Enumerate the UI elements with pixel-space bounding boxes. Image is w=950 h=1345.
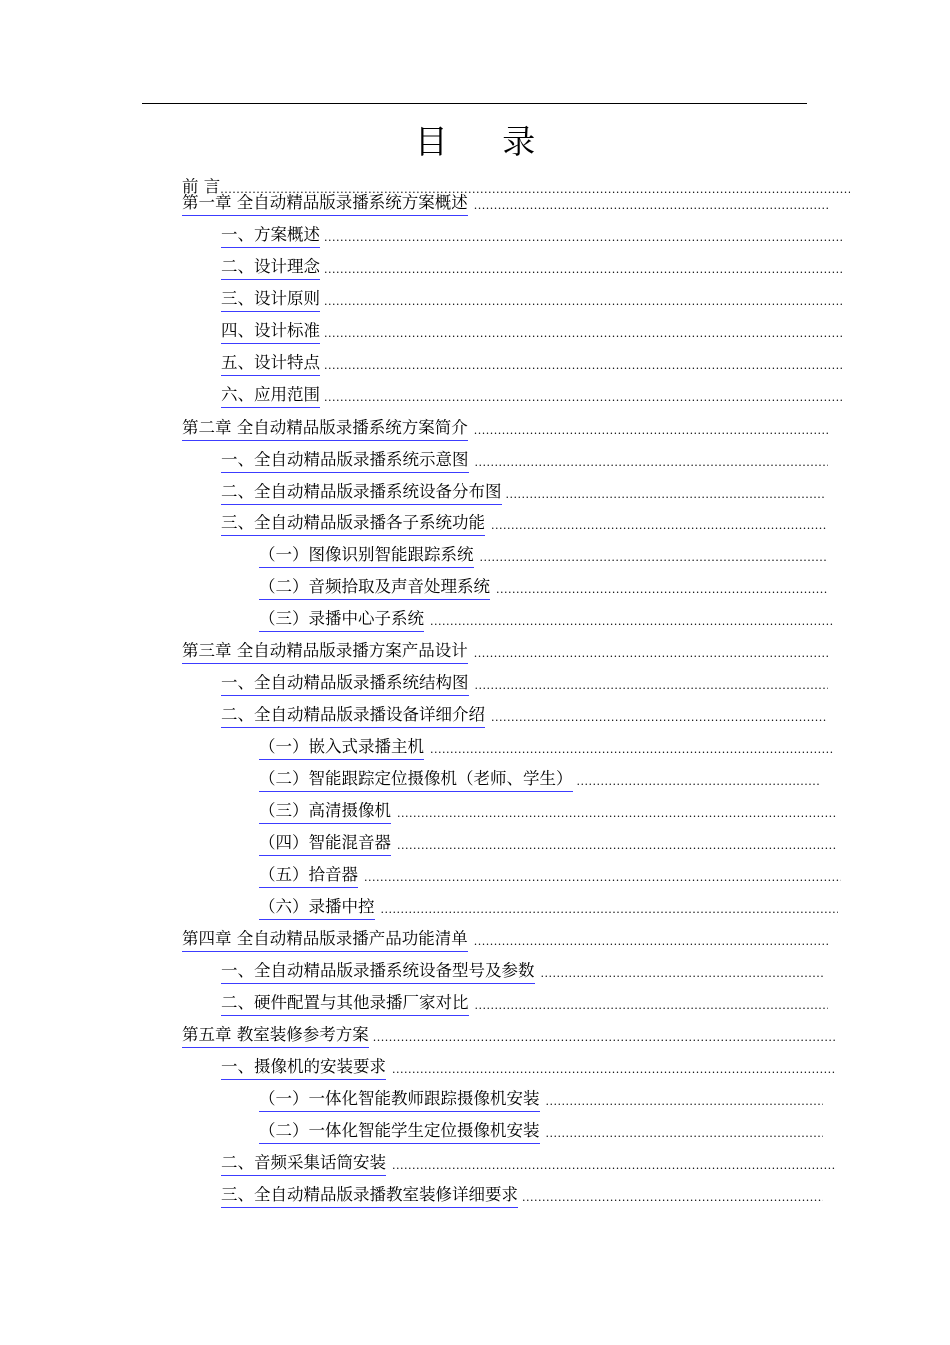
- toc-entry-label[interactable]: 三、全自动精品版录播各子系统功能: [221, 512, 485, 536]
- toc-entry[interactable]: [221, 700, 827, 728]
- toc-entry-label[interactable]: 五、设计特点: [221, 352, 320, 376]
- dot-leader: [480, 551, 829, 568]
- toc-entry-label: 前 言: [182, 177, 221, 196]
- toc-entry[interactable]: [259, 540, 828, 568]
- toc-entry-label[interactable]: 一、全自动精品版录播系统设备型号及参数: [221, 960, 535, 984]
- toc-entry[interactable]: [259, 892, 838, 920]
- toc-entry-label[interactable]: （一）图像识别智能跟踪系统: [259, 544, 474, 568]
- dot-leader: [546, 1095, 824, 1112]
- dot-leader: [474, 199, 828, 216]
- dot-leader: [474, 424, 828, 441]
- toc-entry-label[interactable]: 三、设计原则: [221, 288, 320, 312]
- toc-entry[interactable]: [259, 1116, 823, 1144]
- toc-entry[interactable]: [259, 860, 841, 888]
- dot-leader: [546, 1127, 824, 1144]
- dot-leader: [364, 871, 841, 888]
- toc-entry-label[interactable]: 二、设计理念: [221, 256, 320, 280]
- toc-entry-label[interactable]: （三）录播中心子系统: [259, 608, 424, 632]
- dot-leader: [324, 231, 842, 248]
- dot-leader: [392, 1063, 836, 1080]
- dot-leader: [522, 1191, 823, 1208]
- toc-entry-label[interactable]: 第五章 教室装修参考方案: [182, 1024, 369, 1048]
- toc-entry[interactable]: [259, 764, 819, 792]
- toc-entry[interactable]: [221, 1180, 823, 1208]
- dot-leader: [491, 519, 827, 536]
- toc-entry[interactable]: [259, 572, 827, 600]
- toc-entry-label[interactable]: 一、全自动精品版录播系统示意图: [221, 449, 469, 473]
- toc-entry-label[interactable]: 第二章 全自动精品版录播系统方案简介: [182, 417, 468, 441]
- toc-entry-label[interactable]: 二、音频采集话筒安装: [221, 1152, 386, 1176]
- toc-entry-label[interactable]: 一、摄像机的安装要求: [221, 1056, 386, 1080]
- dot-leader: [397, 839, 836, 856]
- dot-leader: [506, 488, 827, 505]
- toc-entry[interactable]: [182, 924, 828, 952]
- dot-leader: [475, 456, 829, 473]
- toc-entry-label[interactable]: （一）嵌入式录播主机: [259, 736, 424, 760]
- toc-entry[interactable]: [221, 445, 828, 473]
- toc-entry[interactable]: [221, 252, 842, 280]
- dot-leader: [381, 903, 839, 920]
- toc-entry-label[interactable]: （四）智能混音器: [259, 832, 391, 856]
- toc-entry-label[interactable]: （二）音频拾取及声音处理系统: [259, 576, 490, 600]
- toc-entry[interactable]: [221, 988, 828, 1016]
- dot-leader: [475, 999, 829, 1016]
- dot-leader: [324, 359, 842, 376]
- toc-entry-label[interactable]: 四、设计标准: [221, 320, 320, 344]
- dot-leader: [324, 295, 842, 312]
- toc-entry[interactable]: [221, 1148, 836, 1176]
- toc-entry-label[interactable]: 一、方案概述: [221, 224, 320, 248]
- dot-leader: [474, 935, 828, 952]
- toc-entry[interactable]: [221, 1052, 836, 1080]
- dot-leader: [491, 711, 827, 728]
- header-rule: [142, 103, 807, 104]
- toc-entry[interactable]: [259, 828, 836, 856]
- toc-entry[interactable]: [221, 956, 823, 984]
- toc-entry-label[interactable]: （三）高清摄像机: [259, 800, 391, 824]
- toc-entry[interactable]: [221, 348, 842, 376]
- toc-entry[interactable]: [221, 508, 827, 536]
- dot-leader: [392, 1159, 836, 1176]
- toc-entry-label[interactable]: 一、全自动精品版录播系统结构图: [221, 672, 469, 696]
- toc-entry-label[interactable]: 六、应用范围: [221, 384, 320, 408]
- toc-entry[interactable]: [221, 316, 842, 344]
- toc-entry-label[interactable]: （六）录播中控: [259, 896, 375, 920]
- dot-leader: [541, 967, 824, 984]
- dot-leader: [474, 647, 828, 664]
- dot-leader: [373, 1031, 836, 1048]
- toc-entry-label[interactable]: （二）智能跟踪定位摄像机（老师、学生）: [259, 768, 573, 792]
- toc-entry[interactable]: [221, 380, 842, 408]
- toc-entry-label[interactable]: 二、硬件配置与其他录播厂家对比: [221, 992, 469, 1016]
- toc-entry-label[interactable]: 第三章 全自动精品版录播方案产品设计: [182, 640, 468, 664]
- dot-leader: [430, 615, 833, 632]
- toc-entry-label[interactable]: 二、全自动精品版录播系统设备分布图: [221, 481, 502, 505]
- toc-entry[interactable]: [221, 668, 828, 696]
- toc-entry[interactable]: [221, 284, 842, 312]
- toc-entry-label[interactable]: 第四章 全自动精品版录播产品功能清单: [182, 928, 468, 952]
- dot-leader: [577, 775, 820, 792]
- toc-entry[interactable]: [182, 1020, 836, 1048]
- toc-entry[interactable]: [182, 413, 828, 441]
- dot-leader: [324, 391, 842, 408]
- toc-entry[interactable]: [221, 477, 826, 505]
- dot-leader: [430, 743, 833, 760]
- toc-entry[interactable]: [259, 732, 833, 760]
- dot-leader: [324, 263, 842, 280]
- toc-entry[interactable]: [221, 220, 842, 248]
- dot-leader: [475, 679, 829, 696]
- toc-entry-label[interactable]: 第一章 全自动精品版录播系统方案概述: [182, 192, 468, 216]
- toc-entry[interactable]: [259, 604, 833, 632]
- toc-entry-label[interactable]: （一）一体化智能教师跟踪摄像机安装: [259, 1088, 540, 1112]
- dot-leader: [496, 583, 827, 600]
- toc-entry-label[interactable]: （二）一体化智能学生定位摄像机安装: [259, 1120, 540, 1144]
- page-title: 目 录: [414, 122, 558, 161]
- toc-entry[interactable]: [259, 796, 836, 824]
- toc-entry-label[interactable]: 二、全自动精品版录播设备详细介绍: [221, 704, 485, 728]
- dot-leader: [397, 807, 836, 824]
- toc-entry-label[interactable]: 三、全自动精品版录播教室装修详细要求: [221, 1184, 518, 1208]
- toc-entry[interactable]: [259, 1084, 823, 1112]
- toc-entry-label[interactable]: （五）拾音器: [259, 864, 358, 888]
- dot-leader: [324, 327, 842, 344]
- toc-entry[interactable]: [182, 188, 828, 216]
- toc-entry[interactable]: [182, 636, 828, 664]
